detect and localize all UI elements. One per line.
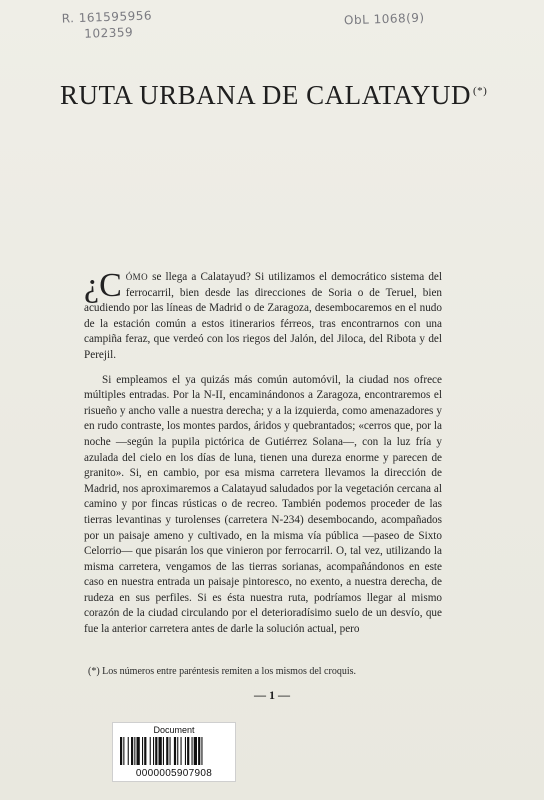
- barcode-bar: [194, 737, 197, 765]
- barcode-bar: [187, 737, 189, 765]
- barcode-bar: [144, 737, 146, 765]
- drop-cap: ¿C: [84, 267, 122, 304]
- barcode-number: 0000005907908: [135, 768, 213, 779]
- barcode-bar: [128, 737, 129, 765]
- barcode-bar: [159, 737, 162, 765]
- barcode-bar: [170, 737, 171, 765]
- paragraph-1: [84, 267, 442, 364]
- sticker-label: Document: [153, 725, 195, 735]
- barcode-bar: [181, 737, 182, 765]
- body-text: [84, 267, 442, 647]
- barcode-bar: [163, 737, 164, 765]
- barcode-bar: [174, 737, 176, 765]
- barcode-bar: [155, 737, 157, 765]
- title-text: RUTA URBANA DE CALATAYUD: [60, 80, 471, 110]
- handwritten-shelfmark: ObL 1068(9): [343, 10, 425, 28]
- barcode-icon: [119, 737, 229, 765]
- footnote: (*) Los números entre paréntesis remiten a los mismos del croquis.: [88, 666, 356, 677]
- barcode-bar: [198, 737, 200, 765]
- barcode-bar: [134, 737, 135, 765]
- page-title: [60, 80, 487, 111]
- title-footnote-mark: (*): [472, 85, 488, 97]
- barcode-bar: [150, 737, 151, 765]
- barcode-bar: [192, 737, 193, 765]
- barcode-bar: [142, 737, 143, 765]
- catalog-number-line1: R. 161595956: [61, 8, 153, 26]
- barcode-bar: [120, 737, 122, 765]
- paragraph-1-lead: ÓMO: [125, 272, 148, 282]
- barcode-bar: [177, 737, 178, 765]
- barcode-bar: [153, 737, 154, 765]
- barcode-sticker: [112, 722, 236, 782]
- barcode-bar: [123, 737, 124, 765]
- paragraph-1-text: se llega a Calatayud? Si utilizamos el democrático sistema del ferrocarril, bien desde las direcciones de Soria o de Teruel, bien acudiendo por las líneas de Madrid o de Zaragoza, desembocaremos en el nudo de la estación común a estos itinerarios férreos, tras encontrarnos con una campiña feraz, que verdeó con los riegos del Jalón, del Jiloca, del Ribota y del Perejil.: [84, 271, 442, 361]
- barcode-bar: [185, 737, 186, 765]
- paragraph-2: Si empleamos el ya quizás más común automóvil, la ciudad nos ofrece múltiples entradas. Por la N-II, encaminándonos a Zaragoza, encontraremos el risueño y ancho valle a nuestra derecha; y a la izquierda, como amenazadores y en rudo contraste, los montes pardos, áridos y quebrantados; «cerros que, por la noche —según la pupila pictórica de Gutiérrez Solana—, con la luz fría y azulada del cielo en los días de luna, tienen una dureza enorme y parecen de granito». Si, en cambio, por esa misma carretera llevamos la dirección de Madrid, nos aproximaremos a Calatayud saludados por la vegetación cercana al camino y por fincas rústicas o de recreo. También podemos proceder de las tierras levantinas y turolenses (carretera N-234) desembocando, acompañados por un paisaje ameno y cultivado, en la misma vía pública —paseo de Sixto Celorrio— que pisarán los que vinieron por ferrocarril. O, tal vez, utilizando la misma carretera, vengamos de las tierras sorianas, acompañándonos en este caso en nuestra entrada un paisaje pintoresco, no exento, a nuestra derecha, de rudeza en sus perfiles. Si es ésta nuestra ruta, podríamos llegar al mismo corazón de la ciudad circulando por el deterioradísimo suelo de un desvío, que fue la anterior carretera antes de darle la solución actual, pero: [84, 373, 442, 636]
- catalog-number-line2: 102359: [84, 25, 134, 41]
- handwritten-catalog-number: [62, 8, 153, 41]
- page-number: — 1 —: [254, 688, 290, 702]
- barcode-bar: [137, 737, 140, 765]
- barcode-bar: [201, 737, 202, 765]
- barcode-bar: [131, 737, 133, 765]
- barcode-bar: [166, 737, 168, 765]
